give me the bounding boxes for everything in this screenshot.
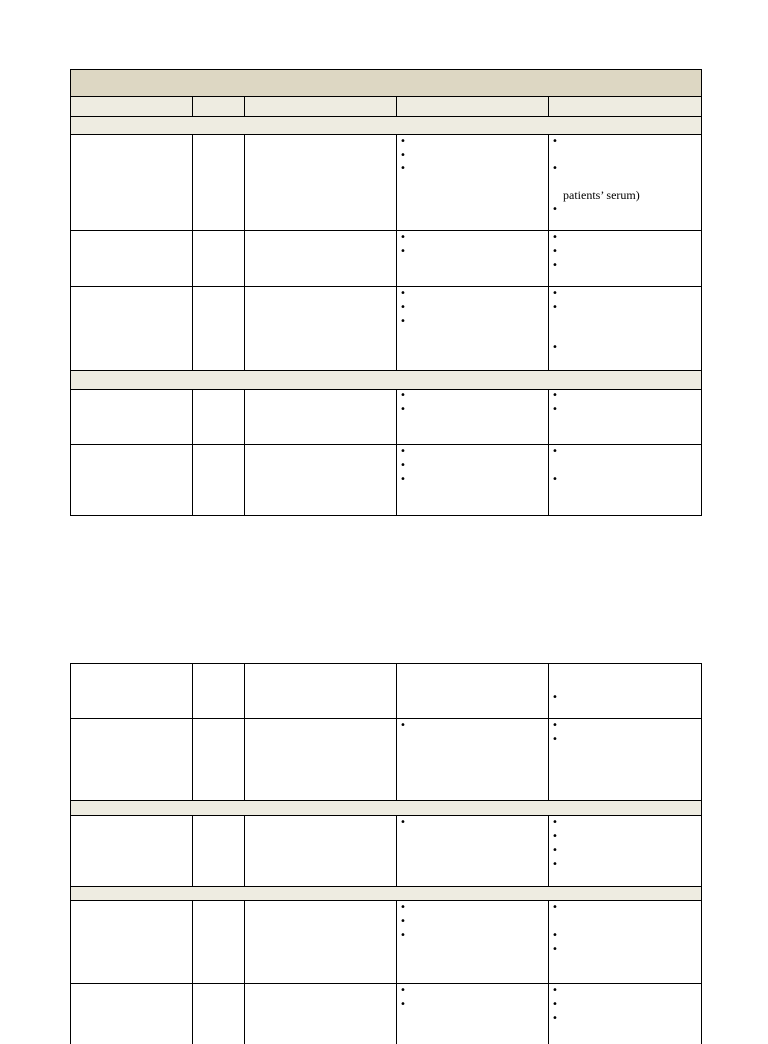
section-row — [70, 117, 702, 135]
table-row — [70, 390, 702, 445]
bullet-icon: • — [400, 446, 406, 457]
bullet-icon: • — [400, 999, 406, 1010]
section-label — [71, 371, 701, 389]
table-cell — [397, 445, 549, 515]
header-cell-2 — [193, 97, 245, 116]
table-cell — [549, 390, 701, 444]
table-cell — [193, 390, 245, 444]
table-row — [70, 135, 702, 231]
bullet-icon: • — [552, 246, 558, 257]
bullet-icon: • — [552, 720, 558, 731]
table-cell — [245, 135, 397, 230]
bullet-icon: • — [400, 288, 406, 299]
table-cell — [549, 901, 701, 983]
bullet-icon: • — [552, 944, 558, 955]
bullet-icon: • — [400, 720, 406, 731]
table-cell — [71, 719, 193, 800]
cell-text-fragment: patients’ serum) — [563, 188, 640, 202]
table-cell — [549, 719, 701, 800]
table-cell — [245, 664, 397, 718]
table-row — [70, 287, 702, 371]
bullet-icon: • — [400, 460, 406, 471]
bullet-icon: • — [552, 902, 558, 913]
bullet-icon: • — [552, 930, 558, 941]
table-cell — [549, 984, 701, 1044]
bullet-icon: • — [400, 817, 406, 828]
bullet-icon: • — [400, 404, 406, 415]
header-cell-4 — [397, 97, 549, 116]
section-row — [70, 887, 702, 901]
bullet-icon: • — [552, 831, 558, 842]
table-cell — [193, 816, 245, 886]
header-cell-5 — [549, 97, 701, 116]
table-cell — [71, 445, 193, 515]
table-1 — [70, 69, 702, 516]
table-cell — [71, 816, 193, 886]
bullet-icon: • — [552, 260, 558, 271]
table-row — [70, 445, 702, 516]
table-cell — [397, 390, 549, 444]
table-cell — [193, 287, 245, 370]
bullet-icon: • — [552, 859, 558, 870]
bullet-icon: • — [552, 692, 558, 703]
bullet-icon: • — [552, 404, 558, 415]
table-cell — [245, 816, 397, 886]
bullet-icon: • — [552, 845, 558, 856]
bullet-icon: • — [552, 817, 558, 828]
table-cell — [71, 390, 193, 444]
table-2 — [70, 663, 702, 1044]
table-cell — [71, 135, 193, 230]
section-row — [70, 371, 702, 390]
table-cell — [397, 135, 549, 230]
table-cell — [193, 901, 245, 983]
header-cell-1 — [71, 97, 193, 116]
bullet-icon: • — [400, 232, 406, 243]
table-cell — [245, 231, 397, 286]
table-cell — [245, 719, 397, 800]
table-cell — [397, 664, 549, 718]
bullet-icon: • — [400, 316, 406, 327]
bullet-icon: • — [400, 302, 406, 313]
bullet-icon: • — [552, 985, 558, 996]
table-cell — [245, 390, 397, 444]
bullet-icon: • — [552, 136, 558, 147]
table-cell — [71, 984, 193, 1044]
table-header-row — [70, 97, 702, 117]
table-cell — [549, 287, 701, 370]
bullet-icon: • — [552, 302, 558, 313]
section-label — [71, 887, 701, 900]
bullet-icon: • — [552, 288, 558, 299]
table-row — [70, 901, 702, 984]
bullet-icon: • — [400, 163, 406, 174]
bullet-icon: • — [400, 390, 406, 401]
table-cell — [193, 719, 245, 800]
bullet-icon: • — [552, 474, 558, 485]
table-cell — [397, 984, 549, 1044]
table-cell — [245, 287, 397, 370]
table-row — [70, 719, 702, 801]
bullet-icon: • — [552, 163, 558, 174]
table-cell — [71, 664, 193, 718]
bullet-icon: • — [552, 1013, 558, 1024]
section-row — [70, 801, 702, 816]
section-label — [71, 801, 701, 815]
bullet-icon: • — [552, 204, 558, 215]
bullet-icon: • — [552, 390, 558, 401]
header-cell-3 — [245, 97, 397, 116]
table-cell — [193, 984, 245, 1044]
table-cell — [193, 231, 245, 286]
bullet-icon: • — [552, 446, 558, 457]
table-cell — [549, 231, 701, 286]
table-cell — [245, 901, 397, 983]
table-cell — [193, 445, 245, 515]
table-cell — [549, 664, 701, 718]
bullet-icon: • — [552, 999, 558, 1010]
bullet-icon: • — [552, 232, 558, 243]
bullet-icon: • — [400, 136, 406, 147]
bullet-icon: • — [400, 916, 406, 927]
table-row — [70, 984, 702, 1044]
bullet-icon: • — [400, 474, 406, 485]
table-cell — [71, 287, 193, 370]
table-cell — [245, 445, 397, 515]
table-cell — [397, 901, 549, 983]
bullet-icon: • — [552, 734, 558, 745]
table-cell — [549, 445, 701, 515]
section-label — [71, 117, 701, 134]
table-cell — [397, 816, 549, 886]
table-cell — [549, 816, 701, 886]
table-cell — [549, 135, 701, 230]
table-cell — [193, 135, 245, 230]
bullet-icon: • — [400, 930, 406, 941]
table-cell — [397, 231, 549, 286]
table-row — [70, 816, 702, 887]
table-cell — [245, 984, 397, 1044]
table-title — [71, 70, 701, 96]
table-cell — [71, 901, 193, 983]
bullet-icon: • — [552, 342, 558, 353]
bullet-icon: • — [400, 150, 406, 161]
bullet-icon: • — [400, 902, 406, 913]
table-cell — [397, 719, 549, 800]
bullet-icon: • — [400, 246, 406, 257]
table-cell — [397, 287, 549, 370]
table-cell — [193, 664, 245, 718]
table-title-row — [70, 69, 702, 97]
bullet-icon: • — [400, 985, 406, 996]
table-cell — [71, 231, 193, 286]
table-row — [70, 663, 702, 719]
table-row — [70, 231, 702, 287]
